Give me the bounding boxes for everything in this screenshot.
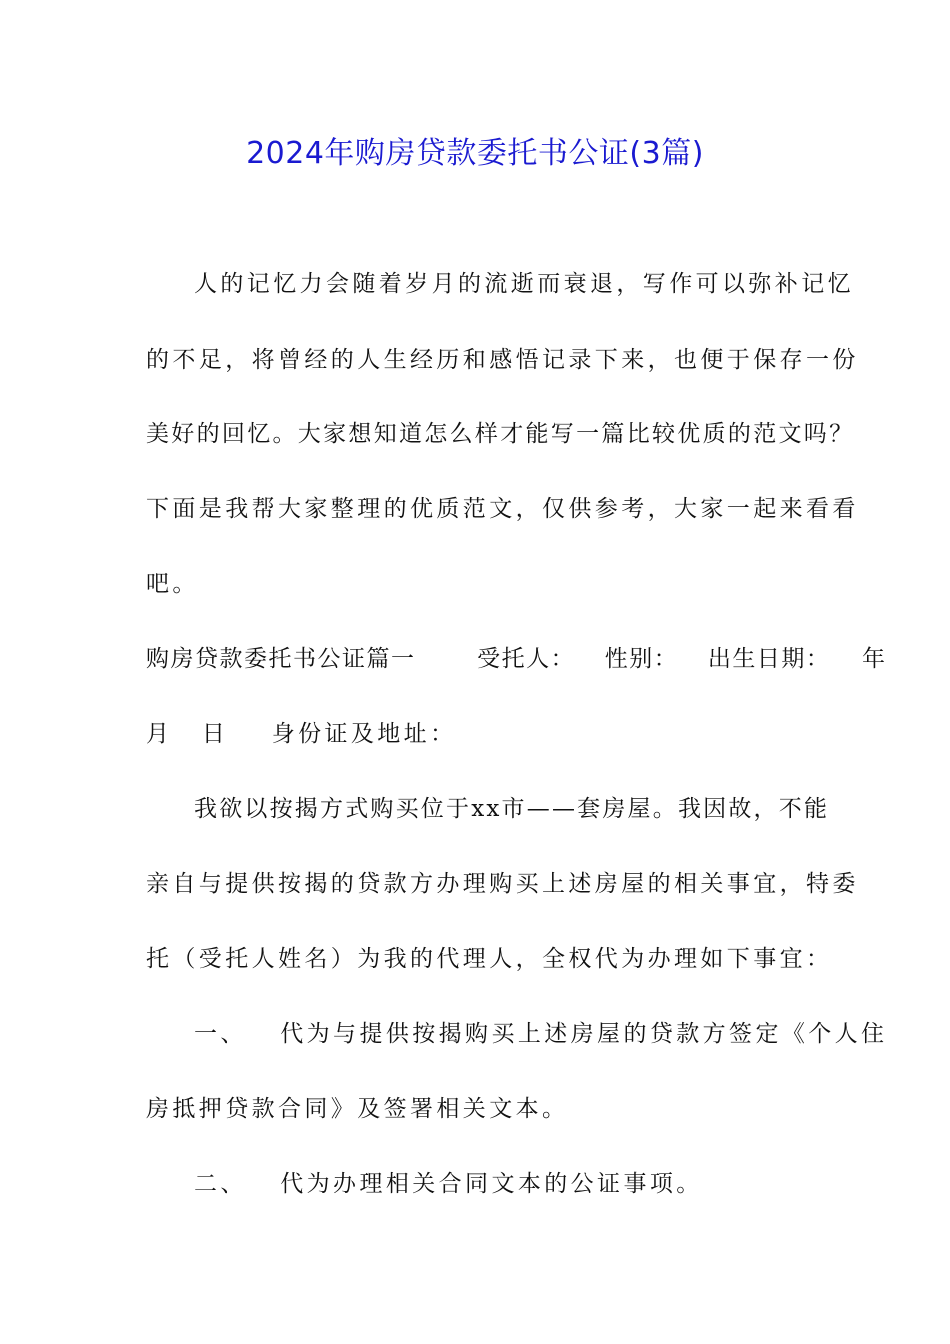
document-title: 2024年购房贷款委托书公证(3篇)	[246, 136, 704, 171]
intro-line-4: 下面是我帮大家整理的优质范文，仅供参考，大家一起来看看	[146, 496, 859, 522]
intro-line-1: 人的记忆力会随着岁月的流逝而衰退，写作可以弥补记忆	[194, 271, 854, 297]
body-line-3: 托（受托人姓名）为我的代理人，全权代为办理如下事宜：	[146, 946, 833, 972]
intro-line-5: 吧。	[146, 571, 199, 597]
year-label: 年	[862, 646, 887, 672]
gender-label: 性别：	[604, 646, 679, 672]
birth-date-label: 出生日期：	[707, 646, 831, 672]
body-line-1: 我欲以按揭方式购买位于xx市——套房屋。我因故，不能	[194, 796, 830, 822]
agent-label: 受托人：	[477, 646, 576, 672]
section-heading: 购房贷款委托书公证篇一	[146, 646, 416, 672]
item-2-text: 代为办理相关合同文本的公证事项。	[280, 1171, 703, 1197]
item-2	[194, 1166, 816, 1202]
item-1-continued: 房抵押贷款合同》及签署相关文本。	[146, 1096, 569, 1122]
item-1-text: 代为与提供按揭购买上述房屋的贷款方签定《个人住	[280, 1021, 888, 1047]
day-label: 日	[201, 721, 229, 747]
heading-line	[146, 641, 887, 677]
month-label: 月	[146, 721, 173, 747]
id-address-label: 身份证及地址：	[271, 721, 457, 747]
intro-line-3: 美好的回忆。大家想知道怎么样才能写一篇比较优质的范文吗？	[146, 421, 855, 447]
intro-line-2: 的不足，将曾经的人生经历和感悟记录下来，也便于保存一份	[146, 347, 859, 373]
body-line-2: 亲自与提供按揭的贷款方办理购买上述房屋的相关事宜，特委	[146, 871, 859, 897]
item-2-number: 二、	[194, 1171, 247, 1197]
date-id-line	[146, 716, 816, 752]
item-1-number: 一、	[194, 1021, 247, 1047]
item-1	[194, 1016, 888, 1052]
